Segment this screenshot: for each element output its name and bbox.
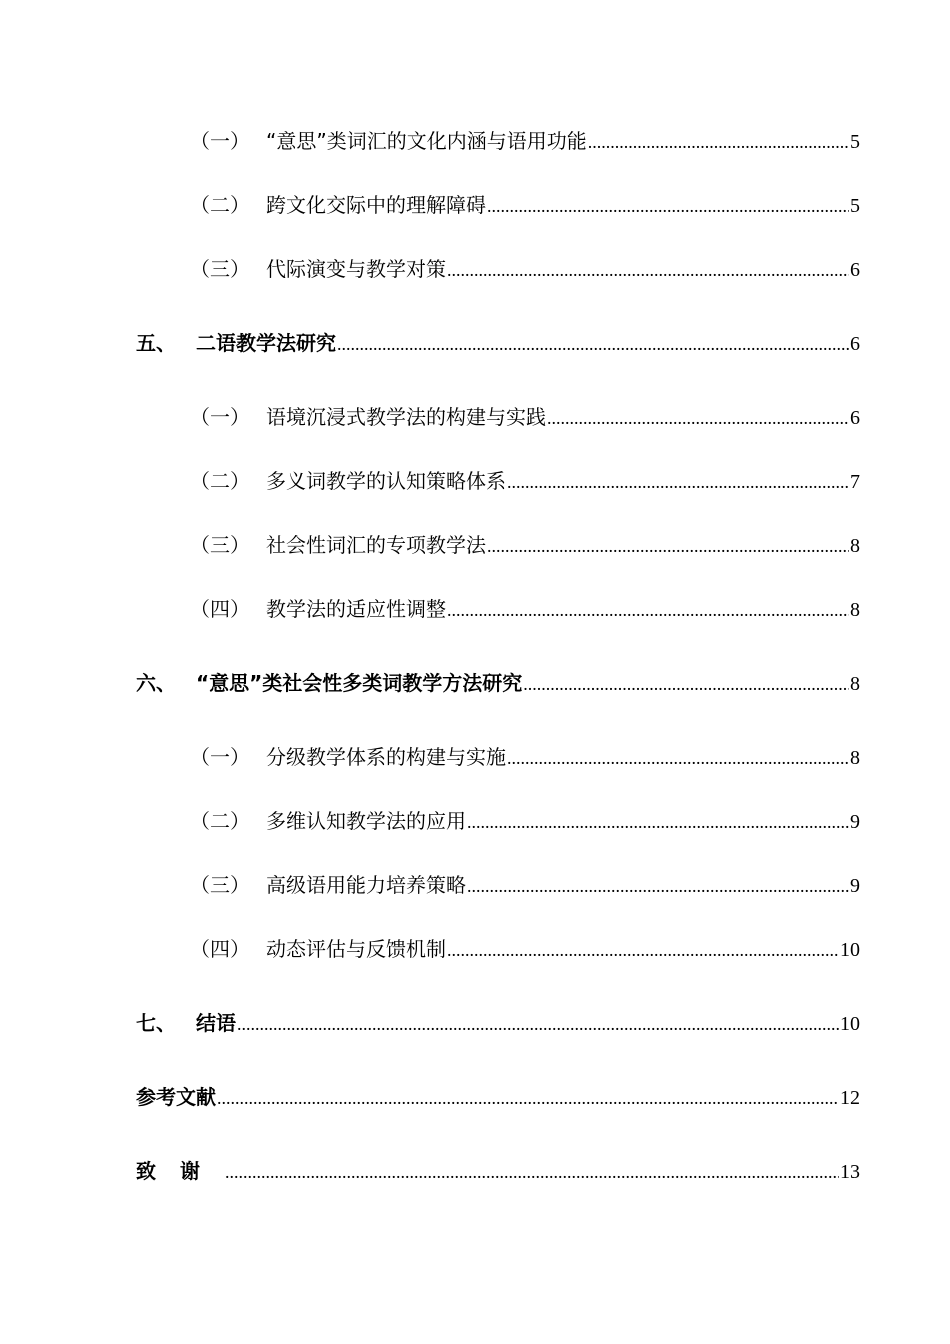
- toc-leader-dots: [237, 1009, 839, 1039]
- toc-entry-number: （四）: [190, 937, 250, 961]
- toc-chapter-title: 参考文献: [136, 1085, 216, 1109]
- toc-leader-dots: [467, 871, 849, 901]
- toc-entry-5-2[interactable]: [190, 466, 860, 496]
- toc-leader-dots: [337, 329, 849, 359]
- toc-entry-acknowledgements[interactable]: [136, 1156, 860, 1186]
- toc-entry-title: 多义词教学的认知策略体系: [266, 469, 506, 493]
- toc-entry-6-1[interactable]: [190, 742, 860, 772]
- toc-entry-6-3[interactable]: [190, 870, 860, 900]
- toc-entry-title: 跨文化交际中的理解障碍: [266, 193, 486, 217]
- toc-entry-number: （三）: [190, 873, 250, 897]
- toc-page-number: 6: [850, 333, 860, 355]
- toc-page-number: 12: [840, 1087, 860, 1109]
- toc-entry-number: （三）: [190, 257, 250, 281]
- toc-page-number: 8: [850, 673, 860, 695]
- toc-leader-dots: [447, 255, 849, 285]
- toc-chapter-title: 二语教学法研究: [196, 331, 336, 355]
- toc-chapter-number: 六、: [136, 671, 176, 695]
- toc-entry-chapter-7[interactable]: [136, 1008, 860, 1038]
- toc-chapter-number: 七、: [136, 1011, 176, 1035]
- toc-leader-dots: [507, 467, 849, 497]
- toc-leader-dots: [547, 403, 849, 433]
- toc-chapter-title: 结语: [196, 1011, 236, 1035]
- toc-entry-title: 高级语用能力培养策略: [266, 873, 466, 897]
- toc-entry-5-3[interactable]: [190, 530, 860, 560]
- toc-entry-number: （二）: [190, 809, 250, 833]
- toc-page-number: 5: [850, 195, 860, 217]
- toc-entry-title: 教学法的适应性调整: [266, 597, 446, 621]
- toc-leader-dots: [447, 935, 839, 965]
- toc-page-number: 10: [840, 939, 860, 961]
- toc-entry-number: （二）: [190, 193, 250, 217]
- toc-leader-dots: [523, 669, 849, 699]
- toc-page-number: 8: [850, 535, 860, 557]
- toc-leader-dots: [225, 1157, 839, 1187]
- toc-page-number: 6: [850, 259, 860, 281]
- toc-entry-5-1[interactable]: [190, 402, 860, 432]
- toc-leader-dots: [487, 531, 849, 561]
- toc-page-number: 8: [850, 599, 860, 621]
- toc-entry-title: 多维认知教学法的应用: [266, 809, 466, 833]
- toc-entry-references[interactable]: [136, 1082, 860, 1112]
- toc-leader-dots: [487, 191, 849, 221]
- toc-entry-chapter-6[interactable]: [136, 668, 860, 698]
- toc-page-number: 9: [850, 875, 860, 897]
- toc-entry-number: （一）: [190, 405, 250, 429]
- toc-entry-number: （三）: [190, 533, 250, 557]
- toc-page-number: 8: [850, 747, 860, 769]
- toc-entry-title: 代际演变与教学对策: [266, 257, 446, 281]
- toc-page-number: 10: [840, 1013, 860, 1035]
- toc-chapter-title: “意思”类社会性多类词教学方法研究: [196, 671, 523, 695]
- toc-entry-title: “意思”类词汇的文化内涵与语用功能: [266, 129, 587, 153]
- toc-page-number: 6: [850, 407, 860, 429]
- toc-entry-number: （一）: [190, 745, 250, 769]
- toc-leader-dots: [467, 807, 849, 837]
- toc-entry-4-3[interactable]: [190, 254, 860, 284]
- toc-entry-number: （二）: [190, 469, 250, 493]
- toc-chapter-title: 致谢: [136, 1159, 224, 1183]
- toc-entry-number: （四）: [190, 597, 250, 621]
- toc-leader-dots: [507, 743, 849, 773]
- toc-entry-5-4[interactable]: [190, 594, 860, 624]
- toc-leader-dots: [588, 127, 849, 157]
- toc-leader-dots: [447, 595, 849, 625]
- toc-entry-title: 动态评估与反馈机制: [266, 937, 446, 961]
- toc-entry-6-2[interactable]: [190, 806, 860, 836]
- toc-entry-title: 分级教学体系的构建与实施: [266, 745, 506, 769]
- toc-entry-4-1[interactable]: [190, 126, 860, 156]
- toc-page-number: 13: [840, 1161, 860, 1183]
- toc-page-number: 9: [850, 811, 860, 833]
- toc-entry-number: （一）: [190, 129, 250, 153]
- toc-chapter-number: 五、: [136, 331, 176, 355]
- toc-leader-dots: [217, 1083, 839, 1113]
- toc-entry-title: 语境沉浸式教学法的构建与实践: [266, 405, 546, 429]
- toc-page-number: 5: [850, 131, 860, 153]
- toc-entry-chapter-5[interactable]: [136, 328, 860, 358]
- toc-entry-6-4[interactable]: [190, 934, 860, 964]
- toc-page-number: 7: [850, 471, 860, 493]
- toc-entry-title: 社会性词汇的专项教学法: [266, 533, 486, 557]
- toc-entry-4-2[interactable]: [190, 190, 860, 220]
